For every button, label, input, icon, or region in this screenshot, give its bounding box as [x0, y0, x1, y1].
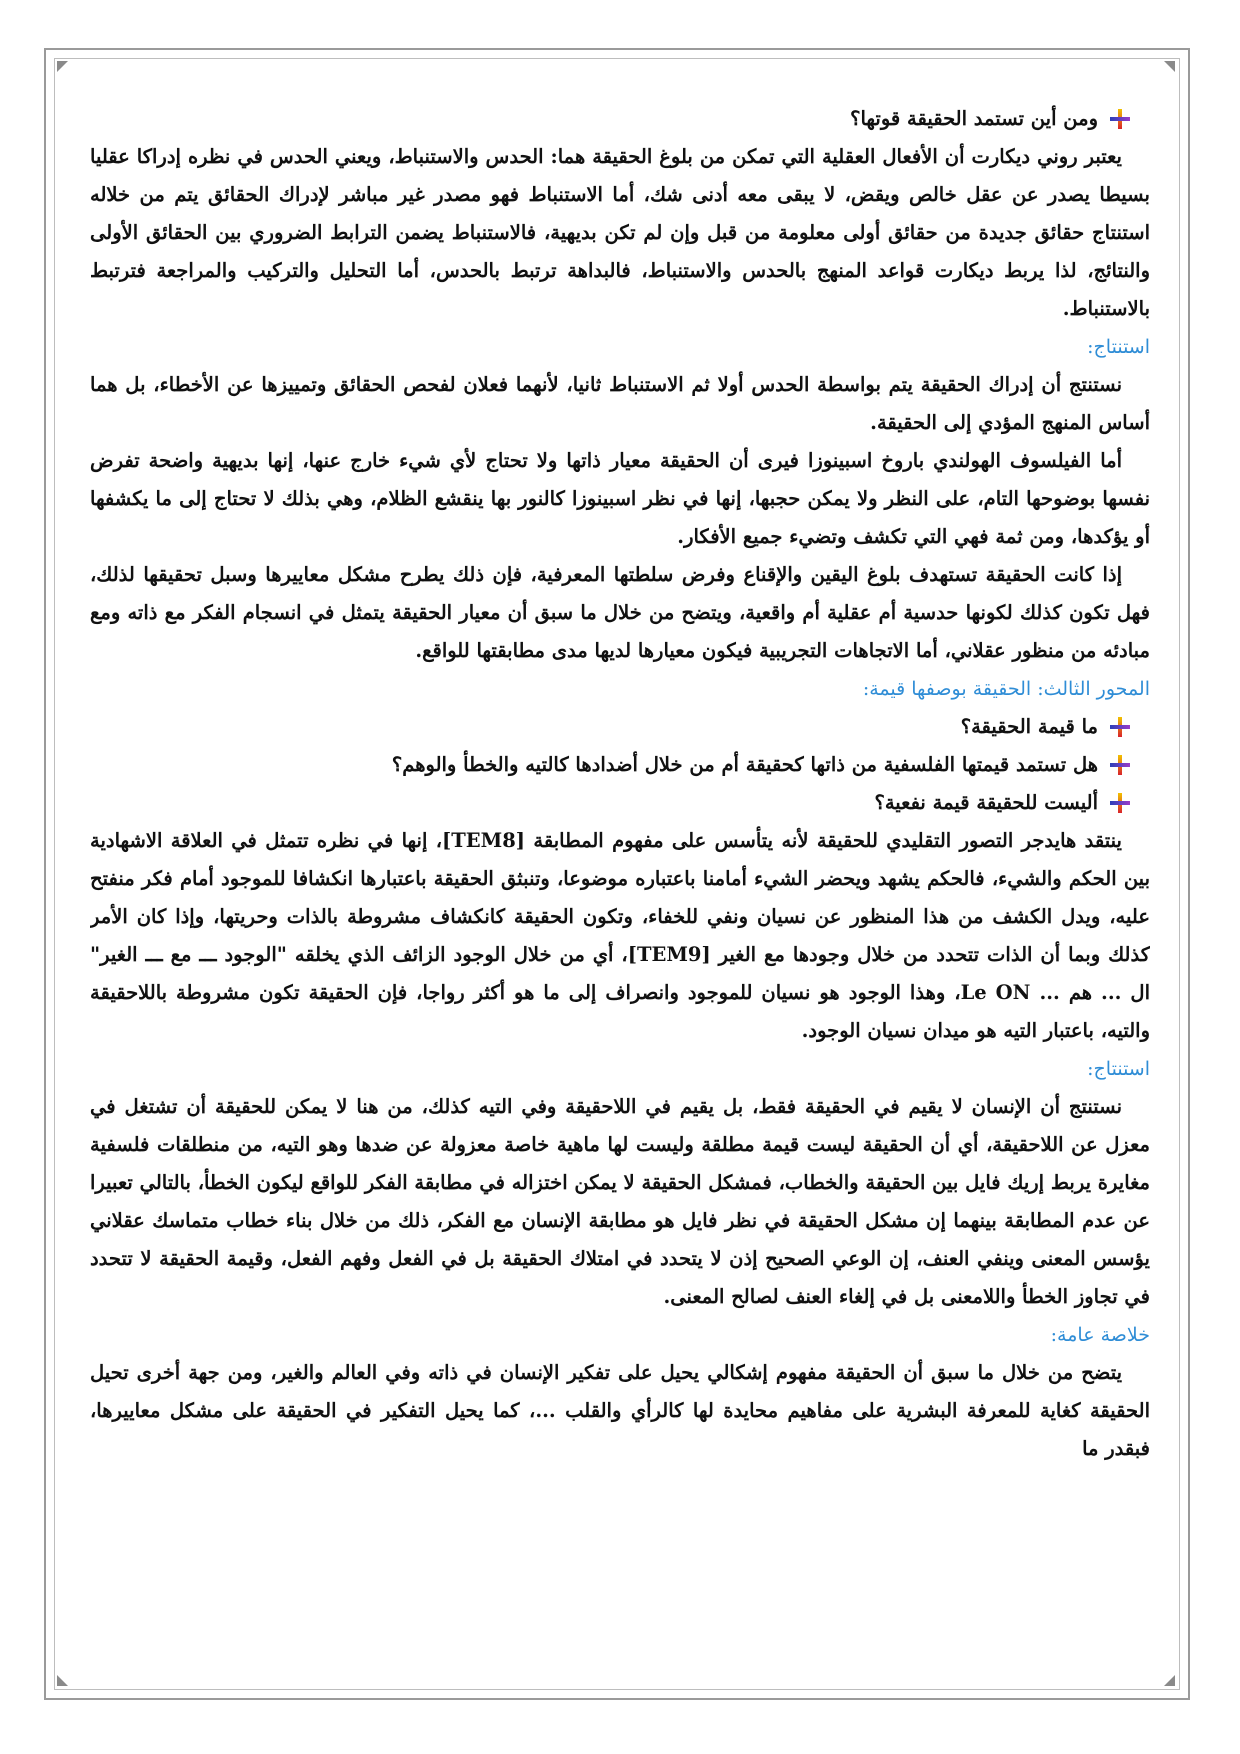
- paragraph: نستنتج أن الإنسان لا يقيم في الحقيقة فقط، بل يقيم في اللاحقيقة وفي التيه كذلك، من هنا لا يمكن للحقيقة أن تشتغل في معزل عن اللاحقيقة، أي أن الحقيقة ليست قيمة مطلقة وليست لها ماهية خاصة معزولة عن ضدها وهو التيه، من منطلقات فلسفية مغايرة يربط إريك فايل بين الحقيقة والخطاب، فمشكل الحقيقة لا يمكن اختزاله في مطابقة الفكر للواقع ليكون الخطأ، بالتالي تعبيرا عن عدم المطابقة بينهما إن مشكل الحقيقة في نظر فايل هو مطابقة الإنسان مع الفكر، ذلك من خلال بناء خطاب متماسك عقلاني يؤسس المعنى وينفي العنف، إن الوعي الصحيح إذن لا يتحدد في امتلاك الحقيقة بل في الفعل وفهم الفعل، وقيمة الحقيقة لا تتحدد في تجاوز الخطأ واللامعنى بل في إلغاء العنف لصالح المعنى.: [90, 1095, 1150, 1308]
- paragraph: يتضح من خلال ما سبق أن الحقيقة مفهوم إشكالي يحيل على تفكير الإنسان في ذاته وفي العالم والغير، ومن جهة أخرى تحيل الحقيقة كغاية للمعرفة البشرية على مفاهيم محايدة لها كالرأي والقلب ...، كما يحيل التفكير في الحقيقة على مشكل معاييرها، فبقدر ما: [90, 1361, 1150, 1460]
- corner-ornament-icon: [57, 61, 68, 72]
- question-item: [90, 784, 1150, 822]
- paragraph: إذا كانت الحقيقة تستهدف بلوغ اليقين والإقناع وفرض سلطتها المعرفية، فإن ذلك يطرح مشكل معاييرها وسبل تحقيقها لذلك، فهل تكون كذلك لكونها حدسية أم عقلية أم واقعية، ويتضح من خلال ما سبق أن معيار الحقيقة يتمثل في انسجام الفكر مع ذاته ومع مبادئه من منظور عقلاني، أما الاتجاهات التجريبية فيكون معيارها لديها مدى مطابقتها للواقع.: [90, 563, 1150, 662]
- paragraph: نستنتج أن إدراك الحقيقة يتم بواسطة الحدس أولا ثم الاستنباط ثانيا، لأنهما فعلان لفحص الحقائق وتمييزها عن الأخطاء، بل هما أساس المنهج المؤدي إلى الحقيقة.: [90, 373, 1150, 434]
- question-text: ومن أين تستمد الحقيقة قوتها؟: [850, 107, 1098, 130]
- question-text: أليست للحقيقة قيمة نفعية؟: [874, 791, 1098, 814]
- paragraph: أما الفيلسوف الهولندي باروخ اسبينوزا فيرى أن الحقيقة معيار ذاتها ولا تحتاج لأي شيء خارج عنها، إنها بديهية واضحة تفرض نفسها بوضوحها التام، على النظر ولا يمكن حجبها، إنها في نظر اسبينوزا كالنور بها ينقشع الظلام، وهي بذلك لا تحتاج إلى ما يكشفها أو يؤكدها، ومن ثمة فهي التي تكشف وتضيء جميع الأفكار.: [90, 449, 1150, 548]
- cross-bullet-icon: [1110, 109, 1130, 129]
- question-item: [90, 746, 1150, 784]
- section-heading: استنتاج:: [1087, 336, 1150, 358]
- cross-bullet-icon: [1110, 717, 1130, 737]
- section-heading: خلاصة عامة:: [1050, 1324, 1150, 1346]
- cross-bullet-icon: [1110, 755, 1130, 775]
- question-text: ما قيمة الحقيقة؟: [960, 715, 1098, 738]
- cross-bullet-icon: [1110, 793, 1130, 813]
- question-item: [90, 708, 1150, 746]
- corner-ornament-icon: [57, 1675, 68, 1686]
- question-text: هل تستمد قيمتها الفلسفية من ذاتها كحقيقة أم من خلال أضدادها كالتيه والخطأ والوهم؟: [391, 753, 1098, 776]
- section-heading: استنتاج:: [1087, 1058, 1150, 1080]
- corner-ornament-icon: [1164, 1675, 1175, 1686]
- paragraph: ينتقد هايدجر التصور التقليدي للحقيقة لأنه يتأسس على مفهوم المطابقة [TEM8]، إنها في نظره تتمثل في العلاقة الاشهادية بين الحكم والشيء، فالحكم يشهد ويحضر الشيء أمامنا باعتباره موضوعا، وتنبثق الحقيقة باعتبارها انكشافا للموجود أمام فكر منفتح عليه، ويدل الكشف من هذا المنظور عن نسيان ونفي للخفاء، وتكون الحقيقة كانكشاف مشروطة بالذات وحريتها، وإذا كان الأمر كذلك وبما أن الذات تتحدد من خلال وجودها مع الغير [TEM9]، أي من خلال الوجود الزائف الذي يخلقه "الوجود ـــ مع ـــ الغير" ال ... هم ... Le ON، وهذا الوجود هو نسيان للموجود وانصراف إلى ما هو أكثر رواجا، فإن الحقيقة تكون مشروطة باللاحقيقة والتيه، باعتبار التيه هو ميدان نسيان الوجود.: [90, 829, 1150, 1042]
- corner-ornament-icon: [1164, 61, 1175, 72]
- question-item: [90, 100, 1150, 138]
- paragraph: يعتبر روني ديكارت أن الأفعال العقلية التي تمكن من بلوغ الحقيقة هما: الحدس والاستنباط، ويعني الحدس في نظره إدراكا عقليا بسيطا يصدر عن عقل خالص ويقض، لا يبقى معه أدنى شك، أما الاستنباط فهو مصدر غير مباشر لإدراك الحقائق يتم من خلاله استنتاج حقائق جديدة من حقائق أولى معلومة من قبل وإن لم تكن بديهية، فالاستنباط يضمن الترابط الضروري بين الحقائق الأولى والنتائج، لذا يربط ديكارت قواعد المنهج بالحدس والاستنباط، فالبداهة ترتبط بالحدس، أما التحليل والتركيب والمراجعة فترتبط بالاستنباط.: [90, 145, 1150, 320]
- document-body: [90, 100, 1150, 1660]
- section-heading: المحور الثالث: الحقيقة بوصفها قيمة:: [862, 678, 1150, 700]
